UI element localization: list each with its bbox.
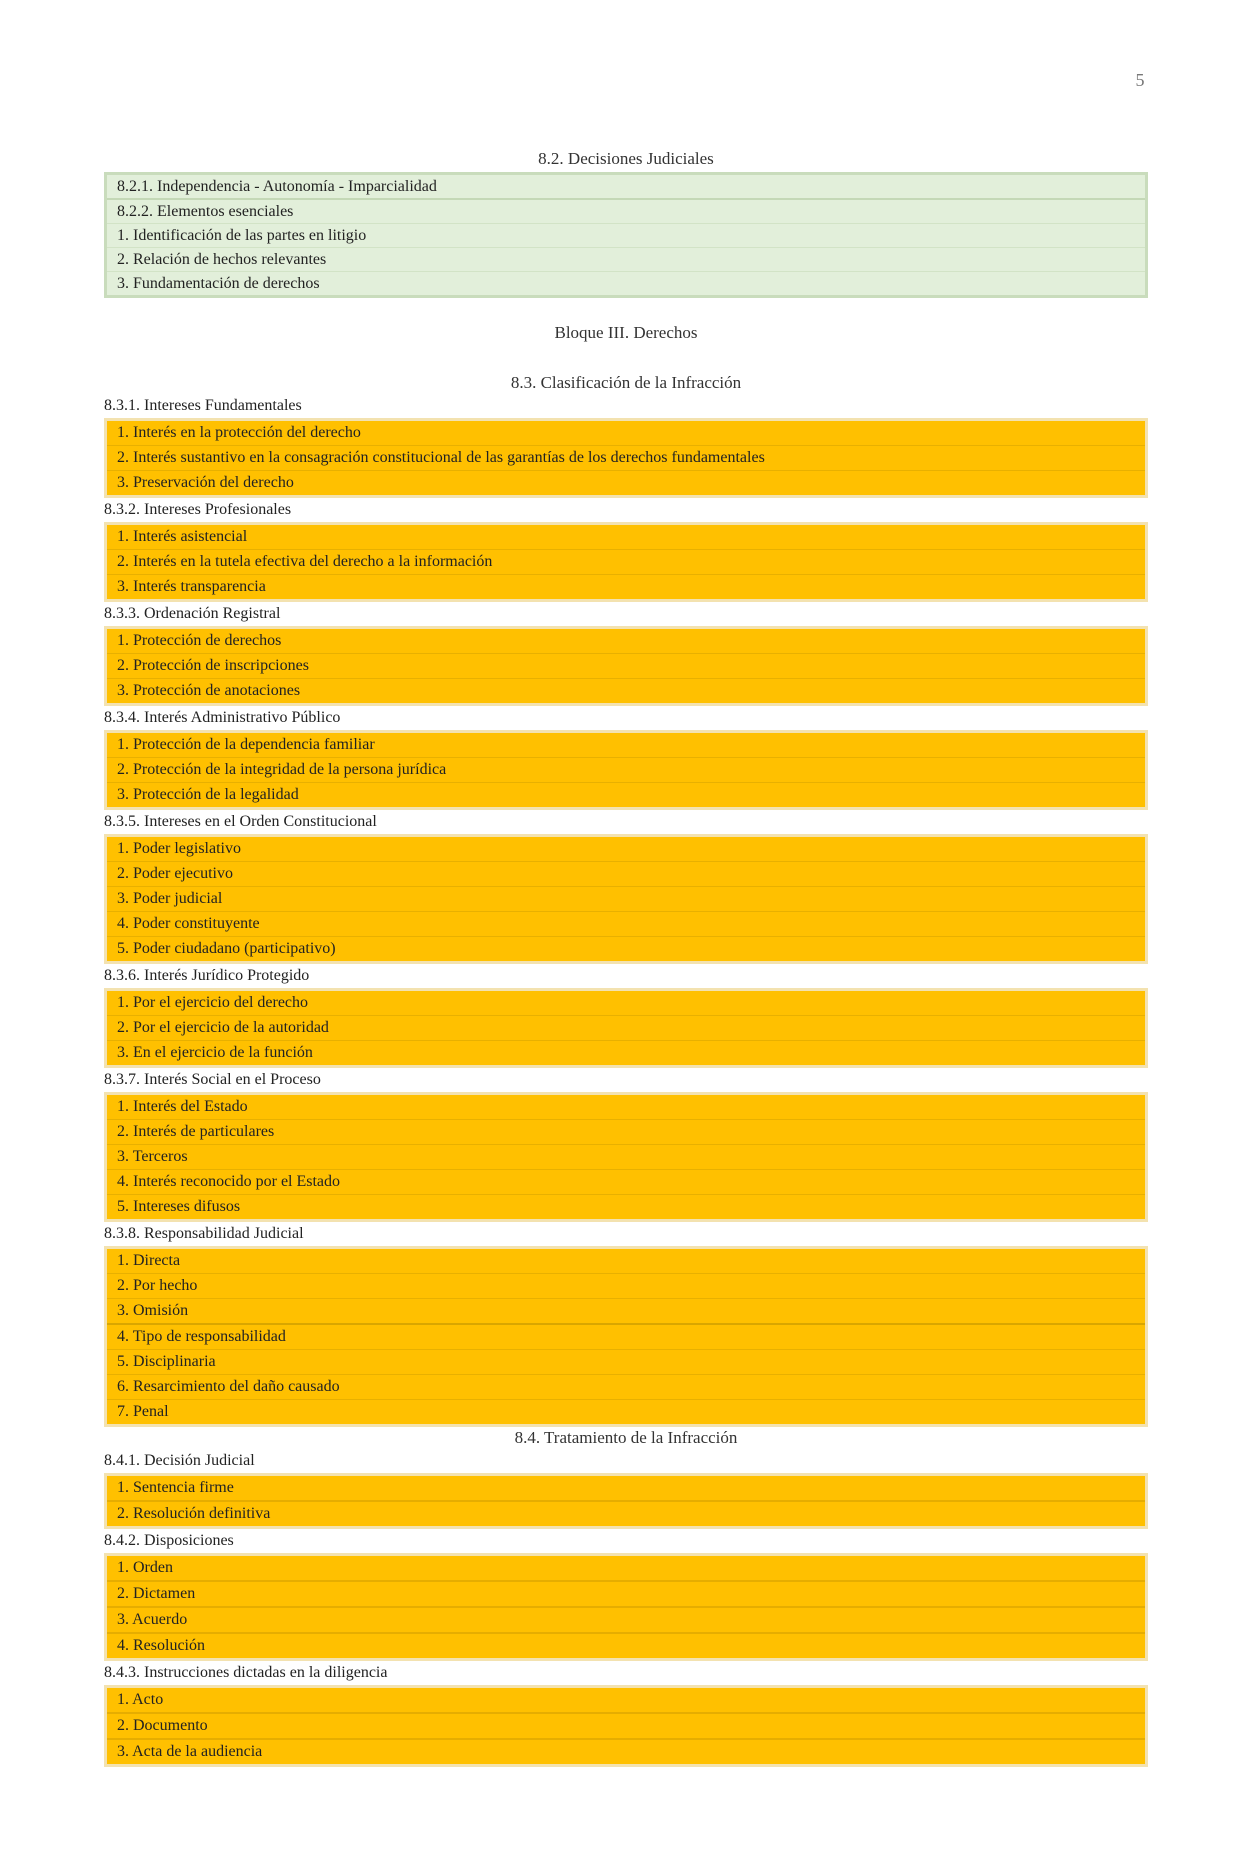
group-row: 1. Protección de derechos bbox=[107, 629, 1145, 654]
group-box bbox=[104, 1685, 1148, 1767]
group-row: 2. Documento bbox=[107, 1714, 1145, 1740]
group-row: 2. Por el ejercicio de la autoridad bbox=[107, 1016, 1145, 1041]
group-row: 4. Resolución bbox=[117, 1637, 205, 1654]
group-box bbox=[104, 730, 1148, 810]
group-row: 3. Interés transparencia bbox=[117, 578, 266, 595]
group-row: 5. Disciplinaria bbox=[107, 1350, 1145, 1375]
group-row: 3. Terceros bbox=[107, 1145, 1145, 1170]
group-row: 3. Protección de anotaciones bbox=[117, 682, 301, 699]
green-section-heading: 8.2. Decisiones Judiciales bbox=[538, 149, 714, 168]
group-label: 8.3.7. Interés Social en el Proceso bbox=[104, 1068, 1148, 1092]
group-row: 1. Por el ejercicio del derecho bbox=[107, 991, 1145, 1016]
group-row: 3. Protección de la legalidad bbox=[117, 786, 299, 803]
group-row: 3. Omisión bbox=[107, 1299, 1145, 1325]
group-row: 6. Resarcimiento del daño causado bbox=[107, 1375, 1145, 1400]
group-row: 7. Penal bbox=[117, 1403, 169, 1420]
green-row: 8.2.2. Elementos esenciales bbox=[107, 200, 1145, 224]
group-box bbox=[104, 1473, 1148, 1529]
group-label: 8.3.1. Intereses Fundamentales bbox=[104, 394, 1148, 418]
green-section-box bbox=[104, 172, 1148, 298]
page-number: 5 bbox=[1135, 70, 1145, 90]
document-body bbox=[104, 148, 1148, 1767]
group-row: 2. Dictamen bbox=[107, 1582, 1145, 1608]
green-row: 2. Relación de hechos relevantes bbox=[107, 248, 1145, 272]
group-row: 1. Acto bbox=[107, 1688, 1145, 1714]
group-label: 8.3.3. Ordenación Registral bbox=[104, 602, 1148, 626]
group-row: 2. Interés en la tutela efectiva del derecho a la información bbox=[107, 550, 1145, 575]
group-box bbox=[104, 1092, 1148, 1222]
group-label: 8.4.1. Decisión Judicial bbox=[104, 1449, 1148, 1473]
group-box bbox=[104, 988, 1148, 1068]
green-row: 1. Identificación de las partes en litigio bbox=[107, 224, 1145, 248]
group-row: 2. Protección de la integridad de la persona jurídica bbox=[107, 758, 1145, 783]
group-label: 8.4.3. Instrucciones dictadas en la diligencia bbox=[104, 1661, 1148, 1685]
group-row: 1. Interés asistencial bbox=[107, 525, 1145, 550]
group-label: 8.3.2. Intereses Profesionales bbox=[104, 498, 1148, 522]
group-row: 1. Interés del Estado bbox=[107, 1095, 1145, 1120]
group-row: 5. Poder ciudadano (participativo) bbox=[117, 940, 336, 957]
group-row: 2. Interés de particulares bbox=[107, 1120, 1145, 1145]
group-row: 1. Sentencia firme bbox=[107, 1476, 1145, 1502]
group-label: 8.4.2. Disposiciones bbox=[104, 1529, 1148, 1553]
group-box bbox=[104, 522, 1148, 602]
group-row: 2. Interés sustantivo en la consagración constitucional de las garantías de los derechos fundamentales bbox=[107, 446, 1145, 471]
group-row: 4. Interés reconocido por el Estado bbox=[107, 1170, 1145, 1195]
group-row: 4. Tipo de responsabilidad bbox=[107, 1325, 1145, 1350]
green-row: 8.2.1. Independencia - Autonomía - Imparcialidad bbox=[107, 175, 1145, 200]
subsection-heading: 8.3. Clasificación de la Infracción bbox=[510, 373, 742, 392]
group-box bbox=[104, 1553, 1148, 1661]
green-row: 3. Fundamentación de derechos bbox=[117, 275, 320, 292]
group-row: 3. Preservación del derecho bbox=[117, 474, 294, 491]
group-row: 2. Por hecho bbox=[107, 1274, 1145, 1299]
group-row: 1. Protección de la dependencia familiar bbox=[107, 733, 1145, 758]
group-row: 2. Poder ejecutivo bbox=[107, 862, 1145, 887]
group-row: 1. Directa bbox=[107, 1249, 1145, 1274]
group-row: 1. Interés en la protección del derecho bbox=[107, 421, 1145, 446]
group-box bbox=[104, 626, 1148, 706]
group-row: 2. Protección de inscripciones bbox=[107, 654, 1145, 679]
group-label: 8.3.6. Interés Jurídico Protegido bbox=[104, 964, 1148, 988]
group-row: 3. Acuerdo bbox=[107, 1608, 1145, 1634]
group-row: 4. Poder constituyente bbox=[107, 912, 1145, 937]
group-row: 3. Poder judicial bbox=[107, 887, 1145, 912]
group-box bbox=[104, 1246, 1148, 1427]
second-section-heading: 8.4. Tratamiento de la Infracción bbox=[514, 1428, 738, 1447]
group-row: 2. Resolución definitiva bbox=[117, 1505, 271, 1522]
group-row: 3. En el ejercicio de la función bbox=[117, 1044, 313, 1061]
module-heading: Bloque III. Derechos bbox=[554, 323, 698, 342]
group-row: 1. Poder legislativo bbox=[107, 837, 1145, 862]
group-row: 1. Orden bbox=[107, 1556, 1145, 1582]
group-label: 8.3.8. Responsabilidad Judicial bbox=[104, 1222, 1148, 1246]
group-row: 3. Acta de la audiencia bbox=[117, 1743, 263, 1760]
group-box bbox=[104, 418, 1148, 498]
group-row: 5. Intereses difusos bbox=[117, 1198, 241, 1215]
group-box bbox=[104, 834, 1148, 964]
group-label: 8.3.4. Interés Administrativo Público bbox=[104, 706, 1148, 730]
group-label: 8.3.5. Intereses en el Orden Constitucional bbox=[104, 810, 1148, 834]
